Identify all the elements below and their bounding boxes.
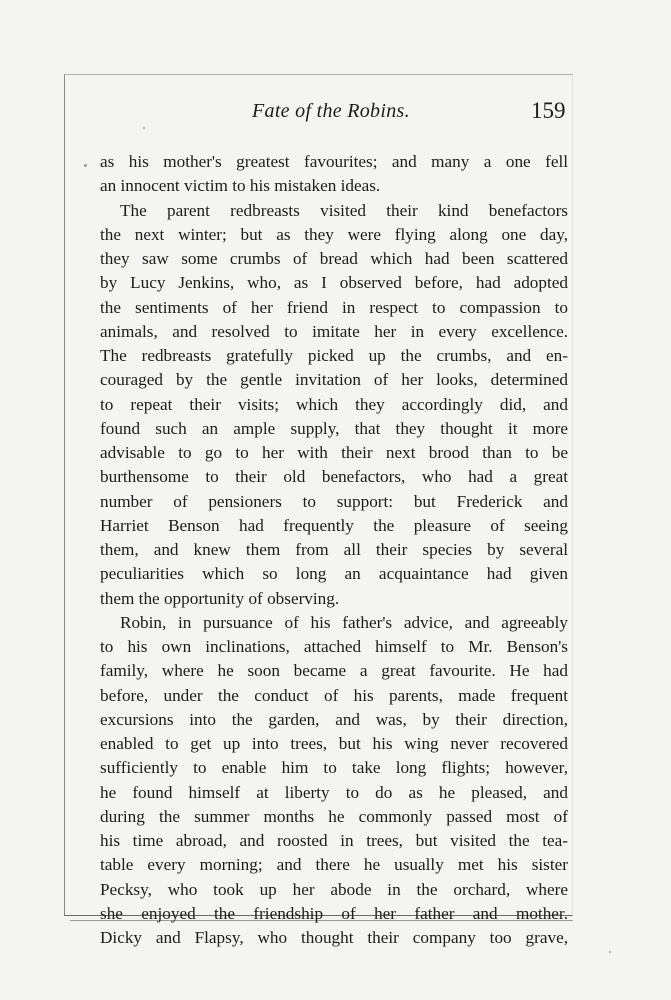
- text-line: as his mother's greatest favourites; and many a one fell: [100, 152, 568, 171]
- page-number: 159: [531, 98, 566, 123]
- text-line: advisable to go to her with their next brood than to be: [100, 443, 568, 462]
- text-line: Dicky and Flapsy, who thought their company too grave,: [100, 928, 568, 947]
- body-text: [100, 150, 568, 950]
- text-line: an innocent victim to his mistaken ideas.: [100, 176, 381, 196]
- text-line: Harriet Benson had frequently the pleasure of seeing: [100, 515, 568, 535]
- text-line: excursions into the garden, and was, by their direction,: [100, 709, 568, 729]
- text-line: the next winter; but as they were flying along one day,: [100, 224, 568, 244]
- text-line: family, where he soon became a great favourite. He had: [100, 661, 568, 681]
- text-line: found such an ample supply, that they thought it more: [100, 418, 568, 438]
- text-line: the sentiments of her friend in respect to compassion to: [100, 297, 568, 317]
- text-line: number of pensioners to support: but Frederick and: [100, 491, 568, 511]
- text-line: The redbreasts gratefully picked up the crumbs, and en-: [100, 346, 568, 365]
- text-line: sufficiently to enable him to take long flights; however,: [100, 758, 568, 778]
- text-line: during the summer months he commonly passed most of: [100, 806, 568, 826]
- text-line: he found himself at liberty to do as he pleased, and: [100, 782, 568, 802]
- text-line: enabled to get up into trees, but his wing never recovered: [100, 734, 568, 753]
- text-line: table every morning; and there he usually met his sister: [100, 855, 568, 875]
- text-line: by Lucy Jenkins, who, as I observed before, had adopted: [100, 273, 568, 293]
- text-line: his time abroad, and roosted in trees, but visited the tea-: [100, 831, 568, 850]
- text-line: they saw some crumbs of bread which had been scattered: [100, 249, 568, 268]
- text-line: before, under the conduct of his parents, made frequent: [100, 685, 568, 705]
- paper-speck: [143, 127, 145, 129]
- text-line: couraged by the gentle invitation of her looks, determined: [100, 370, 568, 390]
- text-line: she enjoyed the friendship of her father and mother.: [100, 903, 568, 923]
- text-line: The parent redbreasts visited their kind benefactors: [120, 200, 568, 220]
- text-line: to repeat their visits; which they accordingly did, and: [100, 394, 568, 414]
- paper-speck: [84, 164, 87, 167]
- text-line: Pecksy, who took up her abode in the orchard, where: [100, 879, 568, 899]
- running-title: Fate of the Robins.: [252, 100, 410, 122]
- text-line: them, and knew them from all their species by several: [100, 540, 568, 559]
- text-line: Robin, in pursuance of his father's advice, and agreeably: [120, 612, 568, 632]
- running-head: [0, 94, 671, 134]
- text-line: burthensome to their old benefactors, who had a great: [100, 467, 568, 487]
- text-line: to his own inclinations, attached himself to Mr. Benson's: [100, 637, 568, 656]
- text-line: animals, and resolved to imitate her in every excellence.: [100, 321, 568, 341]
- paper-speck: [609, 951, 611, 953]
- text-line: peculiarities which so long an acquaintance had given: [100, 564, 568, 584]
- text-line: them the opportunity of observing.: [100, 588, 340, 608]
